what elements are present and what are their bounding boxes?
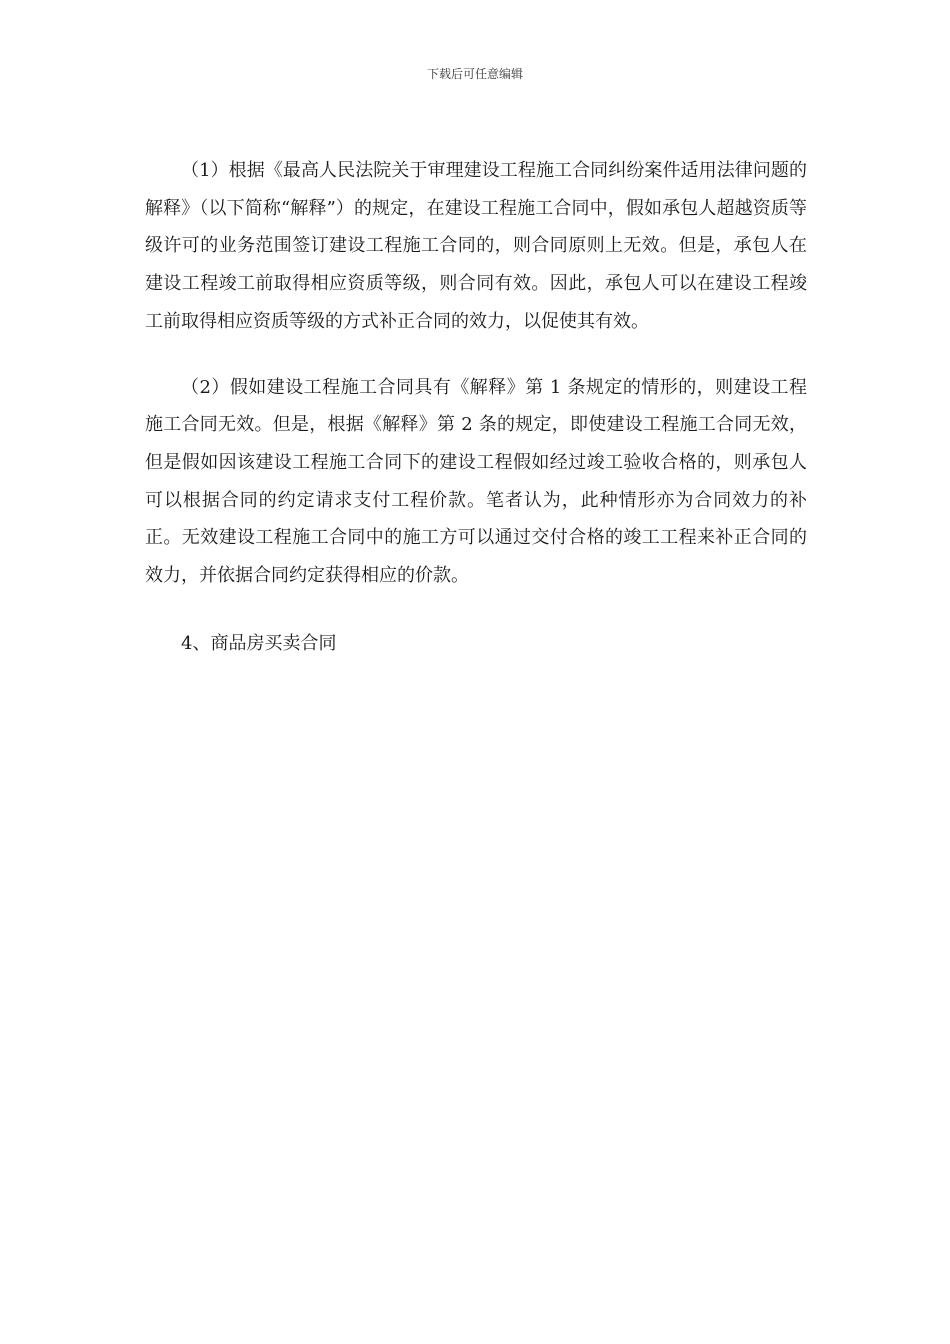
section-heading: 4、商品房买卖合同 bbox=[181, 632, 337, 654]
document-body bbox=[145, 152, 807, 662]
page-header-note: 下载后可任意编辑 bbox=[426, 67, 523, 81]
paragraph-1: （1）根据《最高人民法院关于审理建设工程施工合同纠纷案件适用法律问题的解释》（以下简称“解释”）的规定，在建设工程施工合同中，假如承包人超越资质等级许可的业务范围签订建设工程施工合同的，则合同原则上无效。但是，承包人在建设工程竣工前取得相应资质等级，则合同有效。因此，承包人可以在建设工程竣工前取得相应资质等级的方式补正合同的效力，以促使其有效。 bbox=[145, 160, 807, 332]
paragraph-2: （2）假如建设工程施工合同具有《解释》第 1 条规定的情形的，则建设工程施工合同无效。但是，根据《解释》第 2 条的规定，即使建设工程施工合同无效，但是假如因该建设工程施工合同下的建设工程假如经过竣工验收合格的，则承包人可以根据合同的约定请求支付工程价款。笔者认为，此种情形亦为合同效力的补正。无效建设工程施工合同中的施工方可以通过交付合格的竣工工程来补正合同的效力，并依据合同约定获得相应的价款。 bbox=[145, 376, 807, 587]
